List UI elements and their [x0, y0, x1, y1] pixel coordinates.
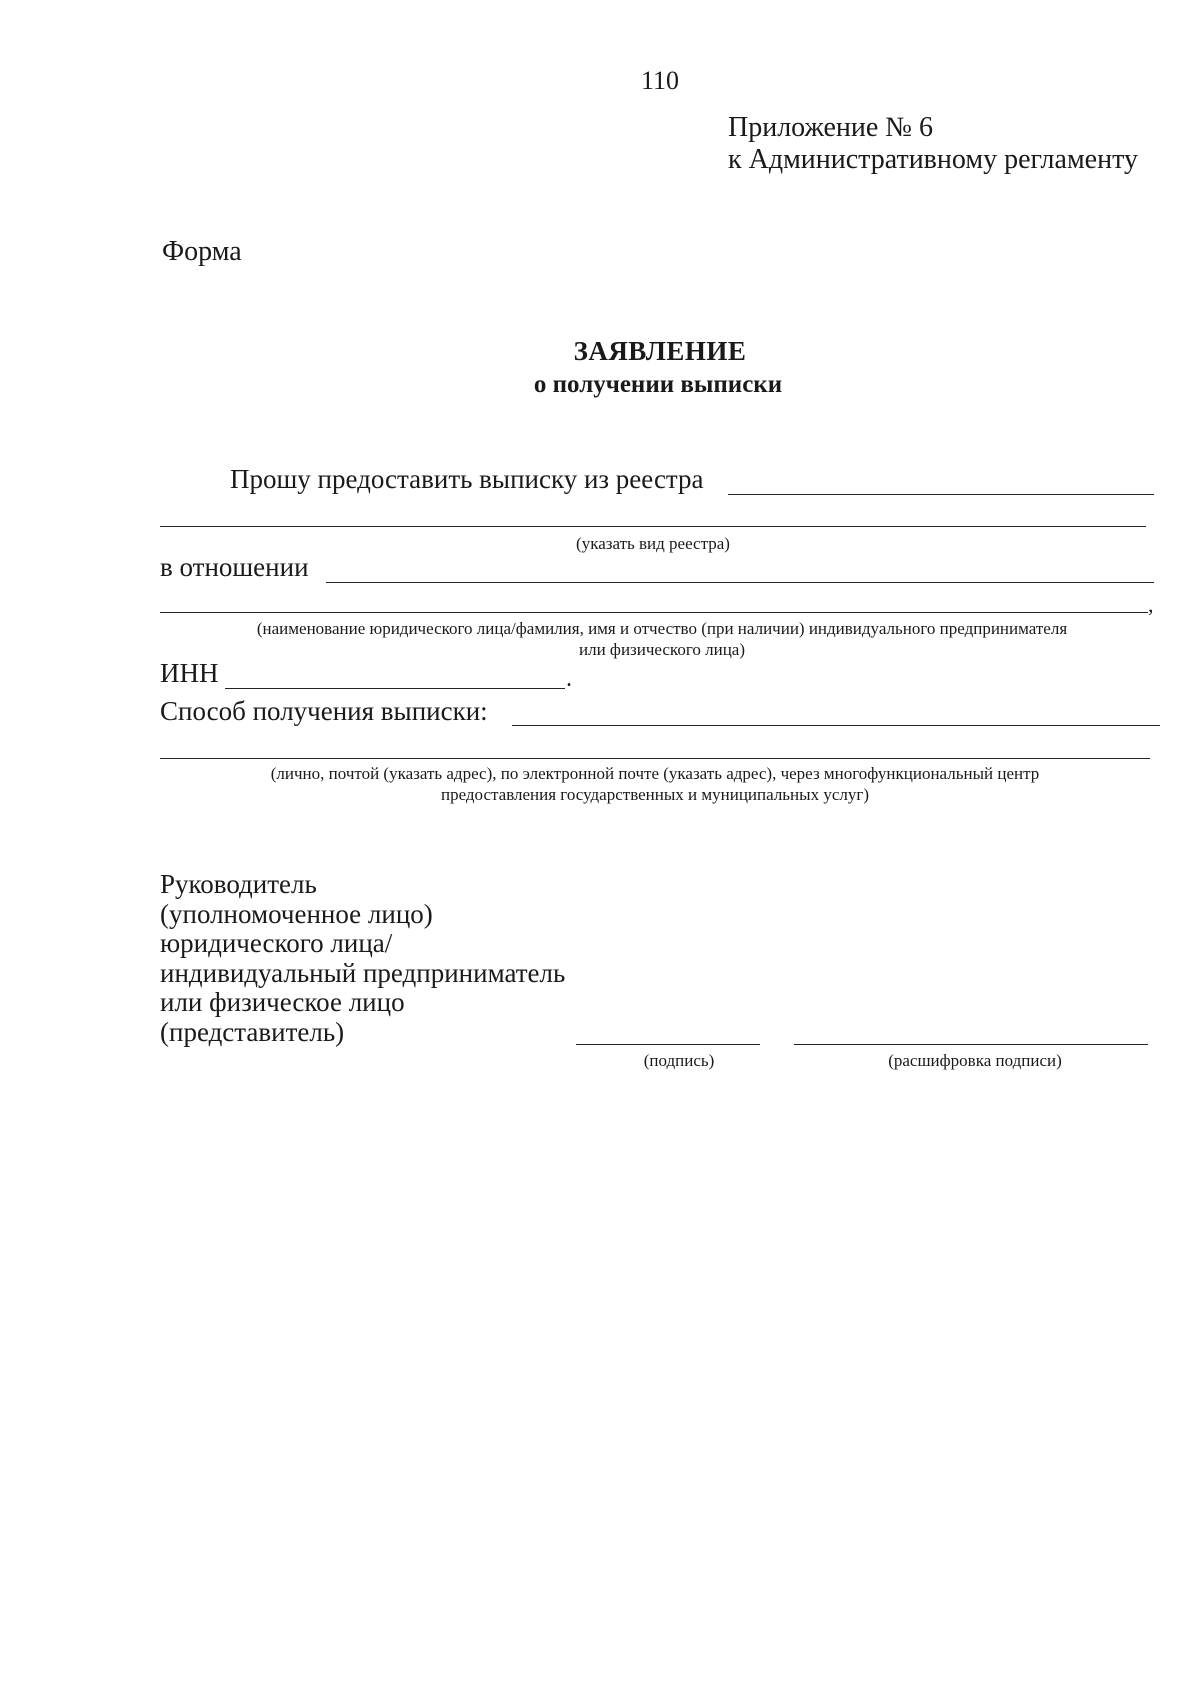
field-period: .: [566, 666, 572, 692]
form-label: Форма: [162, 236, 242, 267]
annex-number: Приложение № 6: [728, 112, 933, 143]
signature-decoding-field[interactable]: [794, 1044, 1148, 1045]
method-field[interactable]: [512, 725, 1160, 726]
relation-hint: [160, 618, 1164, 660]
signatory-line: индивидуальный предприниматель: [160, 957, 566, 988]
document-title: ЗАЯВЛЕНИЕ: [573, 336, 747, 366]
relation-hint-line: или физического лица): [579, 640, 745, 659]
page-number: 110: [640, 66, 680, 95]
signatory-line: или физическое лицо: [160, 987, 405, 1017]
method-hint-line: предоставления государственных и муниципальных услуг): [440, 785, 869, 804]
registry-type-field[interactable]: [728, 494, 1154, 495]
relation-name-field-continued[interactable]: [160, 612, 1148, 613]
signature-decoding-hint: (расшифровка подписи): [888, 1051, 1062, 1070]
annex-reference: к Административному регламенту: [728, 144, 1138, 175]
signature-hint: (подпись): [643, 1051, 715, 1070]
method-hint-line: (лично, почтой (указать адрес), по электронной почте (указать адрес), через многофункциональный центр: [270, 764, 1040, 783]
relation-label: в отношении: [160, 552, 309, 582]
inn-label: ИНН: [160, 658, 219, 688]
annex-header: [728, 112, 1138, 176]
method-hint: [160, 763, 1150, 805]
inn-field[interactable]: [225, 688, 565, 689]
method-label: Способ получения выписки:: [160, 696, 488, 726]
document-subtitle: о получении выписки: [533, 371, 783, 398]
method-field-continued[interactable]: [160, 758, 1150, 759]
registry-type-hint: (указать вид реестра): [576, 534, 730, 553]
signatory-line: (уполномоченное лицо): [160, 898, 433, 929]
field-comma: ,: [1148, 592, 1154, 617]
relation-name-field[interactable]: [326, 582, 1154, 583]
relation-hint-line: (наименование юридического лица/фамилия, имя и отчество (при наличии) индивидуального предпринимателя: [256, 619, 1068, 638]
signatory-line: (представитель): [160, 1016, 345, 1047]
signatory-line: Руководитель: [160, 869, 317, 899]
registry-prompt: Прошу предоставить выписку из реестра: [230, 464, 704, 494]
registry-type-field-continued[interactable]: [160, 526, 1146, 527]
signatory-block: [160, 870, 565, 1047]
signature-field[interactable]: [576, 1044, 760, 1045]
signatory-line: юридического лица/: [160, 928, 393, 958]
